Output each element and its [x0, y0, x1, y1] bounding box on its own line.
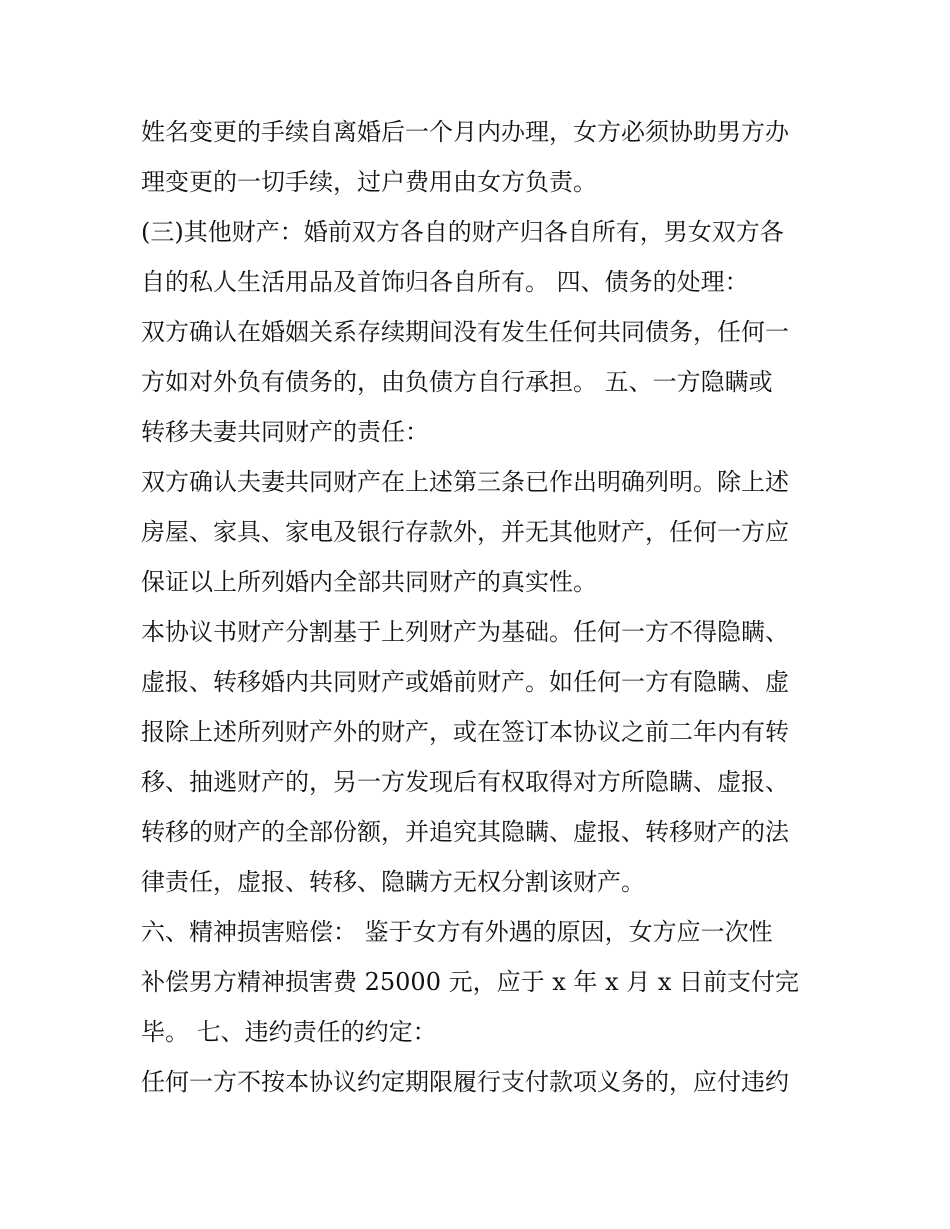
- text-line: 虚报、转移婚内共同财产或婚前财产。如任何一方有隐瞒、虚: [141, 668, 789, 696]
- text-line: 律责任，虚报、转移、隐瞒方无权分割该财产。: [141, 868, 645, 896]
- text-line: 本协议书财产分割基于上列财产为基础。任何一方不得隐瞒、: [141, 618, 789, 646]
- text-line: 双方确认在婚姻关系存续期间没有发生任何共同债务，任何一: [141, 318, 789, 346]
- text-line: 双方确认夫妻共同财产在上述第三条已作出明确列明。除上述: [141, 468, 789, 496]
- text-line: 六、精神损害赔偿： 鉴于女方有外遇的原因，女方应一次性: [141, 918, 773, 946]
- text-line: 自的私人生活用品及首饰归各自所有。 四、债务的处理：: [141, 268, 749, 296]
- text-line: 转移夫妻共同财产的责任：: [141, 418, 429, 446]
- text-line: 姓名变更的手续自离婚后一个月内办理，女方必须协助男方办: [141, 118, 789, 146]
- text-line: 理变更的一切手续，过户费用由女方负责。: [141, 168, 597, 196]
- text-line: 转移的财产的全部份额，并追究其隐瞒、虚报、转移财产的法: [141, 818, 789, 846]
- text-line: 移、抽逃财产的，另一方发现后有权取得对方所隐瞒、虚报、: [141, 768, 789, 796]
- document-body: [141, 107, 841, 1107]
- text-line: 方如对外负有债务的，由负债方自行承担。 五、一方隐瞒或: [141, 368, 773, 396]
- text-line: 毕。 七、违约责任的约定：: [141, 1018, 437, 1046]
- text-line: 补偿男方精神损害费 25000 元，应于 x 年 x 月 x 日前支付完: [141, 968, 799, 996]
- text-line: 房屋、家具、家电及银行存款外，并无其他财产，任何一方应: [141, 518, 789, 546]
- text-line: 保证以上所列婚内全部共同财产的真实性。: [141, 568, 597, 596]
- text-line: 报除上述所列财产外的财产，或在签订本协议之前二年内有转: [141, 718, 789, 746]
- text-line: (三)其他财产：婚前双方各自的财产归各自所有，男女双方各: [141, 218, 784, 246]
- text-line: 任何一方不按本协议约定期限履行支付款项义务的，应付违约: [141, 1068, 789, 1096]
